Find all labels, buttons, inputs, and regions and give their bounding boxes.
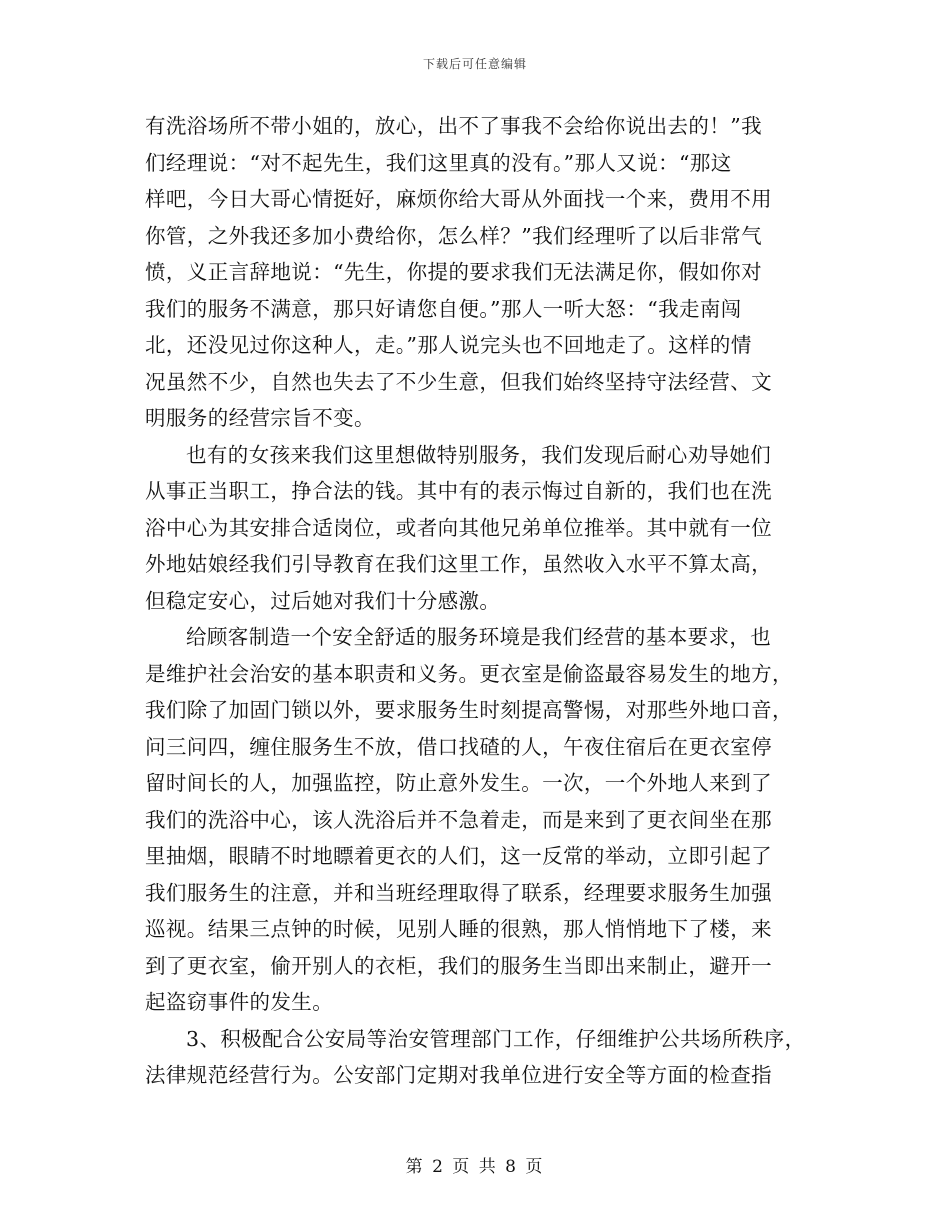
text-line: 里抽烟，眼睛不时地瞟着更衣的人们，这一反常的举动，立即引起了 [145,844,772,868]
paragraph [145,619,805,1021]
text-line: 况虽然不少，自然也失去了不少生意，但我们始终坚持守法经营、文 [145,369,772,394]
text-line: 我们服务生的注意，并和当班经理取得了联系，经理要求服务生加强 [145,880,772,905]
text-line: 我们除了加固门锁以外，要求服务生时刻提高警惕，对那些外地口音， [145,698,793,722]
text-line: 也有的女孩来我们这里想做特别服务，我们发现后耐心劝导她们 [186,442,772,467]
text-line: 你管，之外我还多加小费给你，怎么样？”我们经理听了以后非常气 [145,223,762,248]
text-line: 样吧，今日大哥心情挺好，麻烦你给大哥从外面找一个来，费用不用 [145,187,772,211]
page-footer: 第 2 页 共 8 页 [405,1157,545,1177]
text-line: 我们的洗浴中心，该人洗浴后并不急着走，而是来到了更衣间坐在那 [145,807,772,832]
text-line: 给顾客制造一个安全舒适的服务环境是我们经营的基本要求，也 [186,625,772,649]
text-line: 们经理说：“对不起先生，我们这里真的没有。”那人又说：“那这 [145,150,732,175]
text-line: 3、积极配合公安局等治安管理部门工作，仔细维护公共场所秩序， [186,1026,806,1051]
text-line: 愤，义正言辞地说：“先生，你提的要求我们无法满足你，假如你对 [145,260,762,284]
text-line: 有洗浴场所不带小姐的，放心，出不了事我不会给你说出去的！”我 [145,114,762,138]
text-line: 问三问四，缠住服务生不放，借口找碴的人，午夜住宿后在更衣室停 [145,734,772,759]
text-line: 明服务的经营宗旨不变。 [145,406,375,430]
text-line: 是维护社会治安的基本职责和义务。更衣室是偷盗最容易发生的地方， [145,661,793,686]
paragraph [145,108,805,437]
text-line: 留时间长的人，加强监控，防止意外发生。一次，一个外地人来到了 [145,771,772,795]
page-header: 下载后可任意编辑 [422,57,527,71]
text-line: 从事正当职工，挣合法的钱。其中有的表示悔过自新的，我们也在洗 [145,479,772,503]
text-line: 外地姑娘经我们引导教育在我们这里工作，虽然收入水平不算太高， [145,552,772,576]
paragraph [145,437,805,620]
text-line: 浴中心为其安排合适岗位，或者向其他兄弟单位推举。其中就有一位 [145,515,772,540]
text-line: 起盗窃事件的发生。 [145,990,334,1014]
text-line: 北，还没见过你这种人，走。”那人说完头也不回地走了。这样的情 [145,333,752,357]
paragraph [145,1021,805,1094]
text-line: 但稳定安心，过后她对我们十分感激。 [145,588,501,613]
text-line: 我们的服务不满意，那只好请您自便。”那人一听大怒：“我走南闯 [145,296,742,321]
document-body [145,108,805,1094]
text-line: 法律规范经营行为。公安部门定期对我单位进行安全等方面的检查指 [145,1063,772,1087]
text-line: 巡视。结果三点钟的时候，见别人睡的很熟，那人悄悄地下了楼，来 [145,917,772,941]
text-line: 到了更衣室，偷开别人的衣柜，我们的服务生当即出来制止，避开一 [145,953,772,978]
